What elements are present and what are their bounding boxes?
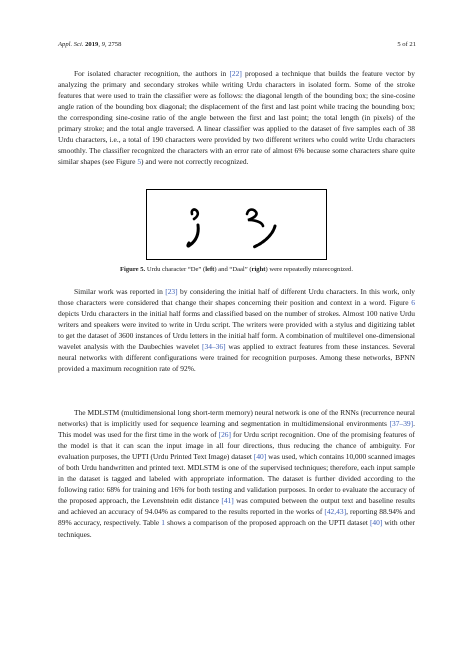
running-header — [58, 41, 416, 48]
citation-link[interactable]: [37–39] — [389, 419, 414, 429]
citation-link[interactable]: [23] — [165, 287, 178, 296]
citation-link[interactable]: [41] — [221, 496, 234, 506]
figure-5-image — [146, 189, 327, 260]
table-ref-link[interactable]: 1 — [161, 518, 166, 528]
figure-ref-link[interactable]: 5 — [137, 157, 142, 167]
paragraph-isolated-recognition: For isolated character recognition, the authors in [22] proposed a technique that builds the feature vector by analyzing the primary and secondary strokes while writing Urdu characters in isolated form. Some of the stroke features that were used to train the classifier were as follows: the diagonal length of the bounding box; the sine-cosine angle ration of the bounding box diagonal; the displacement of the first and last point while tracing the bounding box; the corresponding sine-cosine ratio of the angle between the first and last point; the total length (in pixels) of the primary stroke; and the total angle traversed. A linear classifier was applied to the dataset of five samples each of 38 Urdu characters, i.e., a total of 190 characters were provided by two different writers who could write Urdu characters smoothly. The classifier recognized the characters with an error rate of almost 6% because some characters share quite similar shapes (see Figure 5) and were not correctly recognized. — [58, 69, 415, 167]
citation-link[interactable]: [26] — [218, 430, 231, 440]
citation-link[interactable]: [40] — [253, 452, 267, 462]
citation-link[interactable]: [42,43] — [324, 507, 347, 517]
urdu-characters-illustration — [147, 190, 328, 261]
paragraph-mdlstm: The MDLSTM (multidimensional long short-term memory) neural network is one of the RNNs (recurrence neural networks) that is implicitly used for sequence learning and segmentation in multidimensional environments [37–39]. This model was used for the first time in the work of [26] for Urdu script recognition. One of the promising features of the model is that it can scan the input image in all four directions, thus reducing the chance of ambiguity. For evaluation purposes, the UPTI (Urdu Printed Text Image) dataset [40] was used, which contains 10,000 scanned images of both Urdu handwritten and printed text. MDLSTM is one of the supervised techniques; therefore, each input sample in the dataset is tagged and labeled with appropriate information. The dataset is further divided according to the following ratio: 68% for training and 16% for both testing and validation purposes. In order to evaluate the accuracy of the proposed approach, the Levenshtein edit distance [41] was computed between the output text and baseline results and achieved an accuracy of 94.04% as compared to the results reported in the works of [42,43], reporting 88.94% and 89% accuracy, respectively. Table 1 shows a comparison of the proposed approach on the UPTI dataset [40] with other techniques. — [58, 408, 416, 539]
journal-citation: Appl. Sci. 2019, 9, 2758 — [58, 41, 122, 48]
citation-link[interactable]: [40] — [369, 518, 383, 528]
page-number: 5 of 21 — [397, 41, 416, 48]
citation-link[interactable]: [34–36] — [202, 342, 226, 352]
figure-5-caption: Figure 5. Urdu character “De” (left) and “Daal” (right) were repeatedly misrecognized. — [120, 266, 353, 273]
paragraph-initial-half: Similar work was reported in [23] by considering the initial half of different Urdu characters. In this work, only those characters were considered that change their shapes concerning their position and context in a word. Figure 6 depicts Urdu characters in the initial half forms and classified based on the number of strokes. Almost 100 native Urdu writers and speakers were invited to write in Urdu script. The writers were provided with a stylus and digitizing tablet to get the dataset of 3600 instances of Urdu letters in the initial half form. A combination of multilevel one-dimensional wavelet analysis with the Daubechies wavelet [34–36] was applied to extract features from these instances. Several neural networks with different configurations were trained for recognition purposes. Among these networks, BPNN provided a maximum recognition rate of 92%. — [58, 287, 415, 374]
citation-link[interactable]: [22] — [229, 69, 242, 78]
figure-ref-link[interactable]: 6 — [411, 298, 415, 308]
